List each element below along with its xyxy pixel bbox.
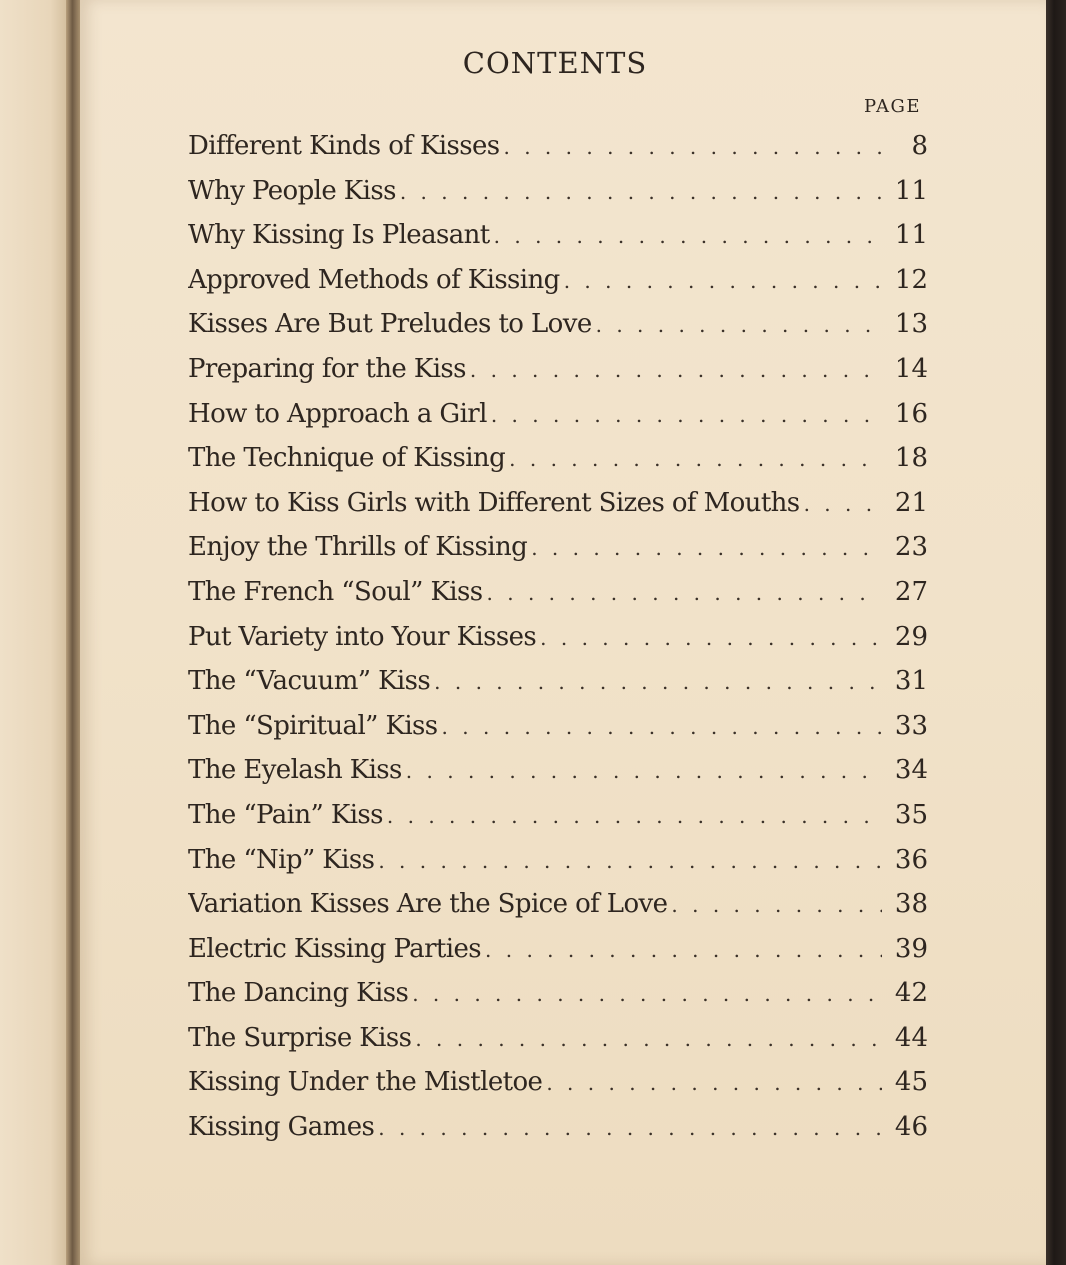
toc-entry xyxy=(188,488,928,533)
dot-leader xyxy=(406,759,882,783)
toc-entry xyxy=(188,399,928,444)
toc-entry-page-number: 16 xyxy=(894,398,928,429)
toc-entry-title: Approved Methods of Kissing xyxy=(188,264,560,295)
toc-entry xyxy=(188,354,928,399)
book-spine xyxy=(66,0,80,1265)
toc-entry xyxy=(188,845,928,890)
page-column-label: PAGE xyxy=(864,96,921,117)
toc-entry-page-number: 39 xyxy=(894,933,928,964)
dot-leader xyxy=(487,581,882,605)
toc-entry-title: The French “Soul” Kiss xyxy=(188,576,483,607)
toc-entry-title: The Dancing Kiss xyxy=(188,978,409,1009)
dot-leader xyxy=(491,403,882,427)
page-title: CONTENTS xyxy=(462,46,648,80)
toc-entry xyxy=(188,532,928,577)
toc-entry-page-number: 23 xyxy=(894,532,928,563)
toc-entry-title: Kisses Are But Preludes to Love xyxy=(188,309,592,340)
toc-entry xyxy=(188,800,928,845)
dot-leader xyxy=(434,670,882,694)
dot-leader xyxy=(485,938,882,962)
facing-page-edge xyxy=(0,0,72,1265)
toc-entry-title: Why Kissing Is Pleasant xyxy=(188,220,490,251)
toc-entry xyxy=(188,265,928,310)
toc-entry-title: Kissing Games xyxy=(188,1112,375,1143)
cover-edge xyxy=(1046,0,1066,1265)
toc-entry xyxy=(188,577,928,622)
dot-leader xyxy=(470,358,882,382)
dot-leader xyxy=(494,224,882,248)
toc-entry-title: The “Vacuum” Kiss xyxy=(188,666,431,697)
dot-leader xyxy=(400,180,882,204)
toc-entry-page-number: 42 xyxy=(894,978,928,1009)
toc-entry xyxy=(188,978,928,1023)
toc-entry-title: The “Spiritual” Kiss xyxy=(188,710,438,741)
toc-entry-page-number: 11 xyxy=(894,175,928,206)
toc-entry-page-number: 29 xyxy=(894,621,928,652)
dot-leader xyxy=(504,135,883,159)
dot-leader xyxy=(378,1116,882,1140)
dot-leader xyxy=(415,1027,882,1051)
table-of-contents xyxy=(188,131,928,1157)
toc-entry-page-number: 31 xyxy=(894,666,928,697)
toc-entry-title: Enjoy the Thrills of Kissing xyxy=(188,532,528,563)
dot-leader xyxy=(804,492,882,516)
toc-entry xyxy=(188,711,928,756)
toc-entry-title: Kissing Under the Mistletoe xyxy=(188,1067,543,1098)
toc-entry-title: Put Variety into Your Kisses xyxy=(188,621,537,652)
toc-entry-page-number: 14 xyxy=(894,353,928,384)
dot-leader xyxy=(531,536,882,560)
toc-entry-title: Why People Kiss xyxy=(188,175,396,206)
dot-leader xyxy=(671,893,882,917)
toc-entry-title: The “Pain” Kiss xyxy=(188,799,383,830)
dot-leader xyxy=(509,447,882,471)
toc-entry-page-number: 36 xyxy=(894,844,928,875)
toc-entry-page-number: 8 xyxy=(911,131,928,161)
dot-leader xyxy=(442,715,882,739)
toc-entry-title: How to Kiss Girls with Different Sizes of Mouths xyxy=(188,487,800,518)
toc-entry xyxy=(188,755,928,800)
toc-entry xyxy=(188,622,928,667)
toc-entry-title: The Technique of Kissing xyxy=(188,443,506,474)
dot-leader xyxy=(546,1071,882,1095)
toc-entry-page-number: 38 xyxy=(894,889,928,920)
toc-entry-page-number: 27 xyxy=(894,576,928,607)
toc-entry xyxy=(188,176,928,221)
dot-leader xyxy=(564,269,882,293)
toc-entry-page-number: 12 xyxy=(894,264,928,295)
toc-entry-title: The Eyelash Kiss xyxy=(188,755,402,786)
toc-entry xyxy=(188,1067,928,1112)
dot-leader xyxy=(412,982,882,1006)
toc-entry-title: How to Approach a Girl xyxy=(188,398,487,429)
toc-entry-title: Electric Kissing Parties xyxy=(188,933,482,964)
toc-entry xyxy=(188,309,928,354)
toc-entry-page-number: 34 xyxy=(894,755,928,786)
toc-entry-page-number: 21 xyxy=(894,487,928,518)
toc-entry xyxy=(188,220,928,265)
toc-entry-title: The “Nip” Kiss xyxy=(188,844,375,875)
dot-leader xyxy=(596,313,882,337)
toc-entry xyxy=(188,131,928,176)
dot-leader xyxy=(540,626,882,650)
dot-leader xyxy=(378,849,882,873)
toc-entry-title: The Surprise Kiss xyxy=(188,1022,412,1053)
toc-entry-title: Variation Kisses Are the Spice of Love xyxy=(188,889,668,920)
toc-entry xyxy=(188,889,928,934)
toc-entry-page-number: 45 xyxy=(894,1067,928,1098)
toc-entry-page-number: 18 xyxy=(894,443,928,474)
toc-entry-title: Preparing for the Kiss xyxy=(188,353,466,384)
toc-entry xyxy=(188,1112,928,1157)
toc-entry-page-number: 44 xyxy=(894,1022,928,1053)
toc-entry xyxy=(188,1023,928,1068)
toc-entry-title: Different Kinds of Kisses xyxy=(188,131,500,161)
toc-entry-page-number: 33 xyxy=(894,710,928,741)
toc-entry-page-number: 11 xyxy=(894,220,928,251)
toc-entry-page-number: 13 xyxy=(894,309,928,340)
dot-leader xyxy=(387,804,882,828)
toc-entry xyxy=(188,666,928,711)
toc-entry-page-number: 35 xyxy=(894,799,928,830)
toc-entry-page-number: 46 xyxy=(894,1112,928,1143)
toc-entry xyxy=(188,443,928,488)
toc-entry xyxy=(188,934,928,979)
